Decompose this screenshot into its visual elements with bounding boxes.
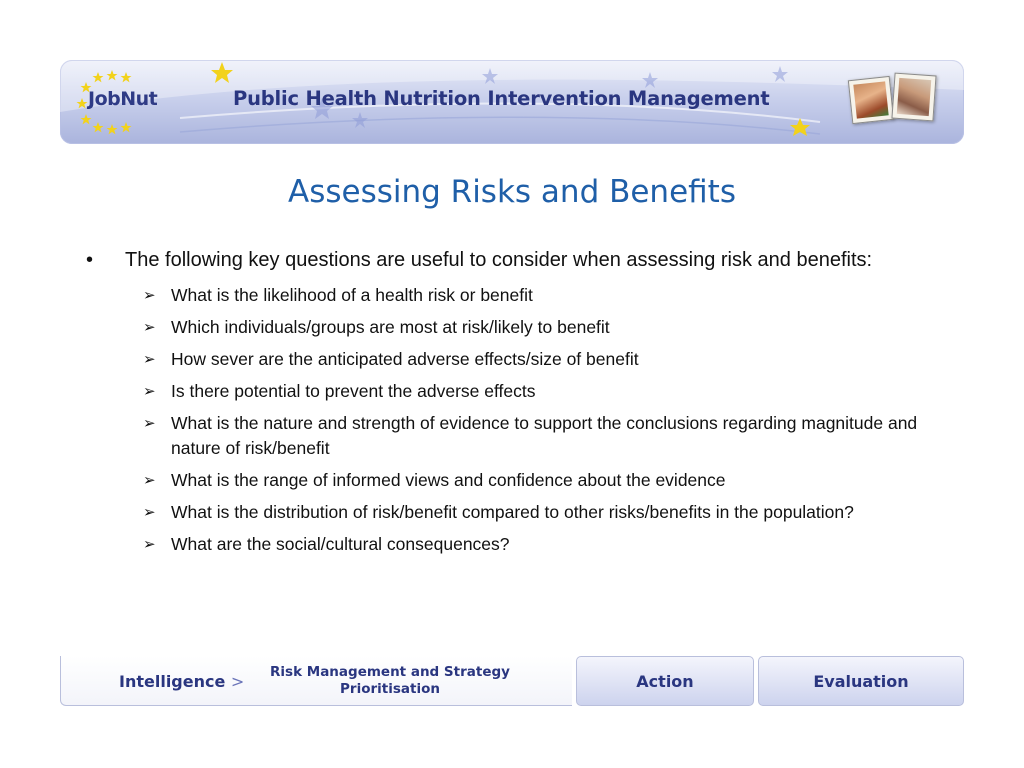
banner-title: Public Health Nutrition Intervention Management (233, 87, 770, 110)
arrowhead-icon: ➢ (143, 287, 156, 304)
tab-intelligence[interactable] (119, 672, 244, 691)
mother-baby-photo (891, 73, 936, 122)
list-item: ➢ What is the range of informed views and confidence about the evidence (143, 468, 946, 493)
tab-action[interactable] (576, 656, 754, 706)
arrowhead-icon: ➢ (143, 504, 156, 521)
tab-risk-line1: Risk Management and Strategy (270, 664, 510, 680)
header-banner (60, 60, 964, 144)
slide-content (86, 246, 946, 564)
separator-chevron: > (230, 672, 245, 691)
list-item: ➢ What is the likelihood of a health risk or benefit (143, 283, 946, 308)
question-list (86, 283, 946, 557)
arrowhead-icon: ➢ (143, 351, 156, 368)
tab-action-label: Action (636, 671, 694, 691)
arrowhead-icon: ➢ (143, 536, 156, 553)
child-eating-photo (848, 76, 894, 124)
lead-bullet (86, 246, 946, 275)
lead-bullet-text: The following key questions are useful to consider when assessing risk and benefits: (125, 249, 873, 271)
list-item: ➢ What is the distribution of risk/benefit compared to other risks/benefits in the population? (143, 500, 946, 525)
arrowhead-icon: ➢ (143, 383, 156, 400)
tab-evaluation[interactable] (758, 656, 964, 706)
list-item: ➢ Which individuals/groups are most at risk/likely to benefit (143, 315, 946, 340)
arrowhead-icon: ➢ (143, 319, 156, 336)
tab-risk-line2: Prioritisation (340, 681, 440, 697)
footer-navigation (60, 656, 964, 708)
tab-risk-management[interactable] (255, 664, 525, 698)
tab-evaluation-label: Evaluation (813, 671, 909, 691)
list-item: ➢ What is the nature and strength of evidence to support the conclusions regarding magnitude and nature of risk/benefit (143, 413, 918, 458)
arrowhead-icon: ➢ (143, 472, 156, 489)
logo-text: JobNut (88, 88, 158, 110)
bullet-dot-icon: • (86, 249, 94, 271)
slide-title: Assessing Risks and Benefits (287, 174, 736, 210)
list-item: ➢ How sever are the anticipated adverse effects/size of benefit (143, 347, 946, 372)
list-item: ➢ Is there potential to prevent the adverse effects (143, 379, 946, 404)
tab-intelligence-label: Intelligence (119, 672, 226, 691)
list-item: ➢ What are the social/cultural consequences? (143, 532, 946, 557)
arrowhead-icon: ➢ (143, 415, 156, 432)
